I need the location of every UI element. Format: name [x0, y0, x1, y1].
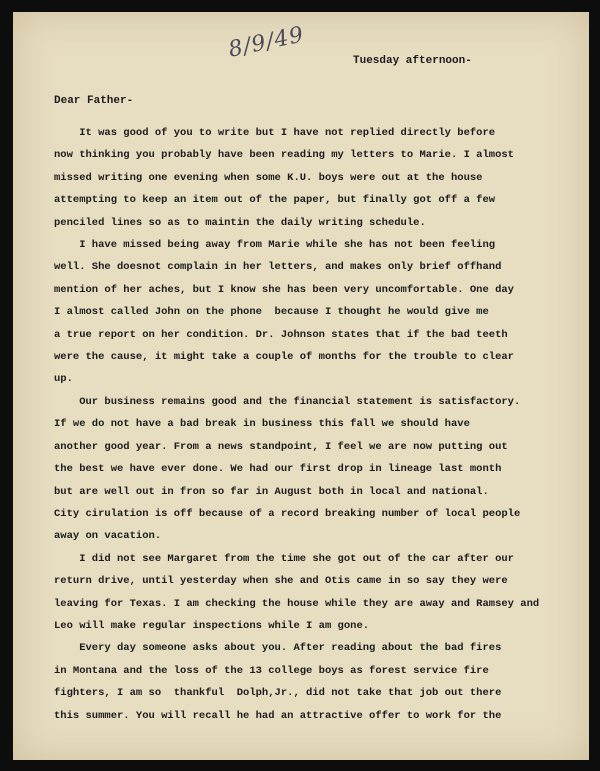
text-line: a true report on her condition. Dr. Johnson states that if the bad teeth — [54, 328, 508, 341]
text-line: City cirulation is off because of a record breaking number of local people — [54, 507, 521, 520]
text-line: Our business remains good and the financial statement is satisfactory. — [54, 395, 521, 408]
letter-heading: Tuesday afternoon- — [353, 55, 472, 67]
text-line: return drive, until yesterday when she and Otis came in so say they were — [54, 575, 508, 588]
text-line: up. — [54, 373, 73, 386]
text-line: Every day someone asks about you. After reading about the bad fires — [54, 642, 502, 655]
text-line: this summer. You will recall he had an attractive offer to work for the — [54, 709, 502, 722]
paragraph — [54, 548, 574, 638]
text-line: well. She doesnot complain in her letters, and makes only brief offhand — [54, 261, 502, 274]
text-line: in Montana and the loss of the 13 college boys as forest service fire — [54, 664, 489, 677]
paragraph — [54, 391, 574, 548]
paragraph — [54, 122, 574, 234]
text-line: now thinking you probably have been reading my letters to Marie. I almost — [54, 149, 514, 162]
text-line: attempting to keep an item out of the paper, but finally got off a few — [54, 194, 496, 207]
text-line: were the cause, it might take a couple of months for the trouble to clear — [54, 351, 514, 364]
handwritten-date: 8/9/49 — [226, 22, 307, 63]
salutation: Dear Father- — [54, 95, 134, 107]
text-line: Leo will make regular inspections while I am gone. — [54, 619, 370, 632]
text-line: but are well out in fron so far in August both in local and national. — [54, 485, 489, 498]
text-line: penciled lines so as to maintin the daily writing schedule. — [54, 216, 426, 229]
text-line: I have missed being away from Marie while she has not been feeling — [54, 239, 496, 252]
text-line: leaving for Texas. I am checking the house while they are away and Ramsey and — [54, 597, 540, 610]
text-line: another good year. From a news standpoint, I feel we are now putting out — [54, 440, 508, 453]
paragraph — [54, 637, 574, 727]
text-line: mention of her aches, but I know she has been very uncomfortable. One day — [54, 283, 514, 296]
text-line: If we do not have a bad break in business this fall we should have — [54, 418, 470, 431]
text-line: I almost called John on the phone because I thought he would give me — [54, 306, 489, 319]
letter-body — [54, 122, 574, 727]
text-line: away on vacation. — [54, 530, 162, 543]
text-line: missed writing one evening when some K.U. boys were out at the house — [54, 171, 483, 184]
text-line: the best we have ever done. We had our first drop in lineage last month — [54, 463, 502, 476]
text-line: I did not see Margaret from the time she got out of the car after our — [54, 552, 514, 565]
paragraph — [54, 234, 574, 391]
text-line: fighters, I am so thankful Dolph,Jr., did not take that job out there — [54, 687, 502, 700]
text-line: It was good of you to write but I have not replied directly before — [54, 127, 496, 139]
